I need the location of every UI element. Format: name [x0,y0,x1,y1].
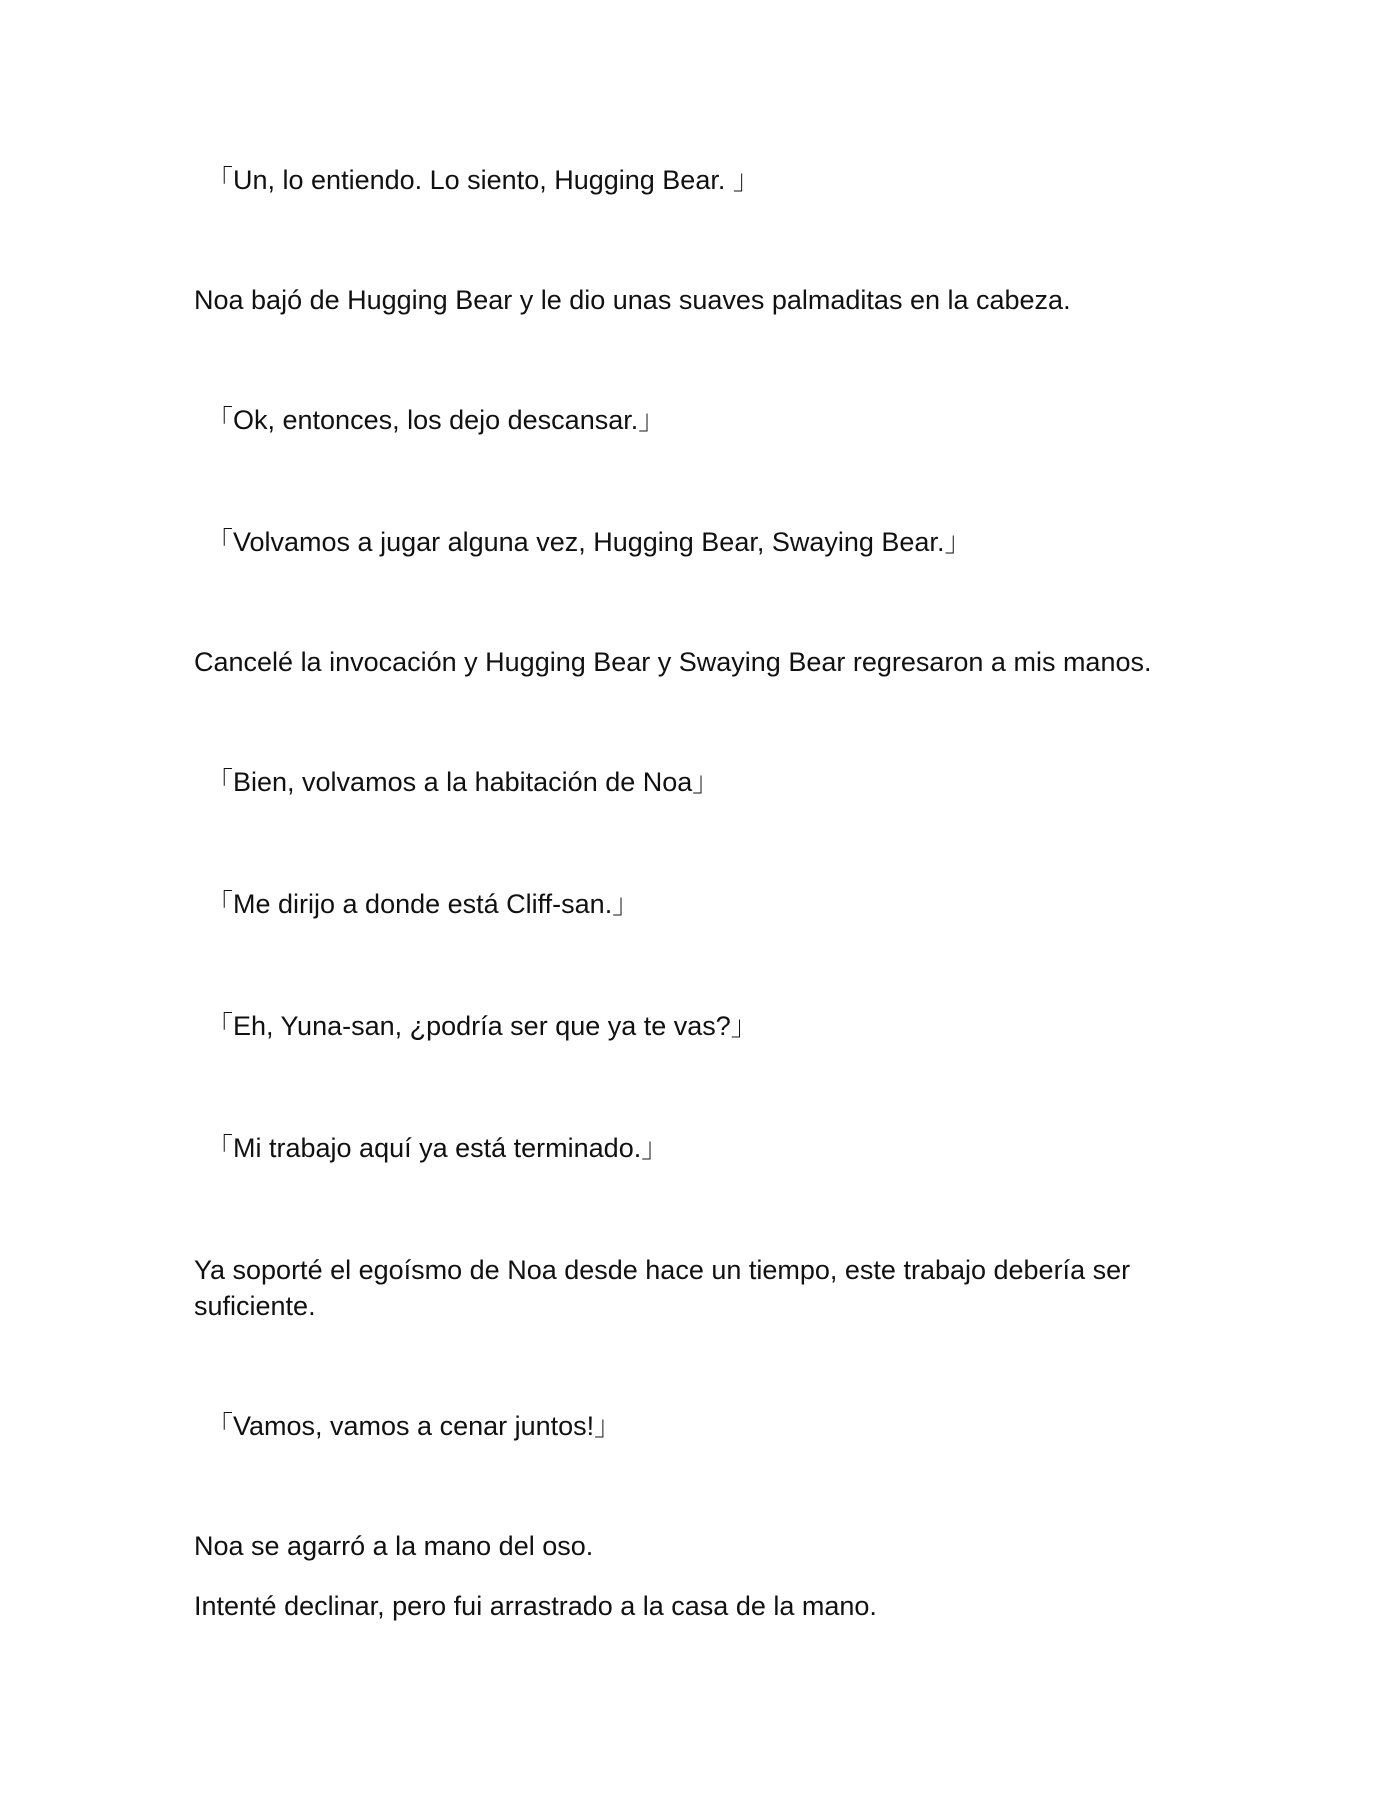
paragraph-dialogue: 「Me dirijo a donde está Cliff-san.」 [206,889,640,919]
paragraph-narration: Cancelé la invocación y Hugging Bear y Swaying Bear regresaron a mis manos. [194,647,1152,677]
paragraph-narration: Noa se agarró a la mano del oso. [194,1531,594,1561]
paragraph-dialogue: 「Bien, volvamos a la habitación de Noa」 [206,767,720,797]
paragraph-narration: Intenté declinar, pero fui arrastrado a la casa de la mano. [194,1591,877,1621]
paragraph-dialogue: 「Mi trabajo aquí ya está terminado.」 [206,1133,669,1163]
paragraph-dialogue: 「Eh, Yuna-san, ¿podría ser que ya te vas?」 [206,1011,758,1041]
paragraph-dialogue: 「Ok, entonces, los dejo descansar.」 [206,405,666,435]
paragraph-dialogue: 「Vamos, vamos a cenar juntos!」 [206,1411,622,1441]
paragraph-dialogue: 「Un, lo entiendo. Lo siento, Hugging Bear. 」 [206,165,760,195]
paragraph-narration: Ya soporté el egoísmo de Noa desde hace un tiempo, este trabajo debería ser suficiente. [194,1255,1131,1321]
paragraph-narration: Noa bajó de Hugging Bear y le dio unas suaves palmaditas en la cabeza. [194,285,1071,315]
paragraph-dialogue: 「Volvamos a jugar alguna vez, Hugging Bear, Swaying Bear.」 [206,527,972,557]
